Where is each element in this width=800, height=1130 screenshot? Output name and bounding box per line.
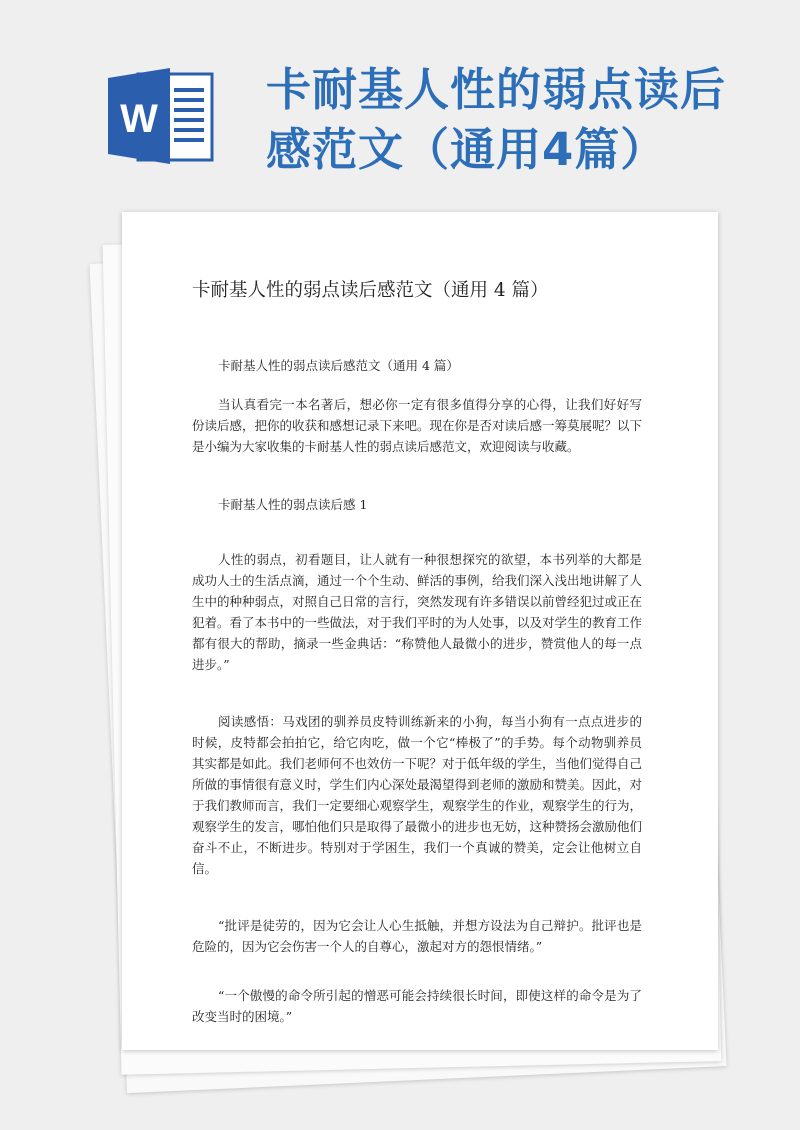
section-heading-1: 卡耐基人性的弱点读后感 1 bbox=[218, 497, 368, 512]
page-title bbox=[266, 60, 786, 180]
body-paragraph-2: 阅读感悟：马戏团的驯养员皮特训练新来的小狗，每当小狗有一点点进步的时候，皮特都会拍拍它，给它肉吃，做一个它“棒极了”的手势。每个动物驯养员其实都是如此。我们老师何不也效仿一下呢？对于低年级的学生，当他们觉得自己所做的事情很有意义时，学生们内心深处最渴望得到老师的激励和赞美。因此，对于我们教师而言，我们一定要细心观察学生，观察学生的作业，观察学生的行为，观察学生的发言，哪怕他们只是取得了最微小的进步也无妨，这种赞扬会激励他们奋斗不止，不断进步。特别对于学困生，我们一个真诚的赞美，定会让他树立自信。 bbox=[192, 714, 643, 876]
title-line-1: 卡耐基人性的弱点读后 bbox=[266, 63, 727, 116]
document-title: 卡耐基人性的弱点读后感范文（通用 4 篇） bbox=[192, 280, 549, 301]
quote-paragraph-2: “一个傲慢的命令所引起的憎恶可能会持续很长时间，即使这样的命令是为了改变当时的困境。” bbox=[192, 988, 642, 1024]
quote-paragraph-1: “批评是徒劳的，因为它会让人心生抵触，并想方设法为自己辩护。批评也是危险的，因为它会伤害一个人的自尊心，激起对方的怨恨情绪。” bbox=[192, 918, 642, 954]
document-subtitle: 卡耐基人性的弱点读后感范文（通用 4 篇） bbox=[218, 358, 459, 373]
body-paragraph-1: 人性的弱点，初看题目，让人就有一种很想探究的欲望，本书列举的大都是成功人士的生活点滴，通过一个个生动、鲜活的事例，给我们深入浅出地讲解了人生中的种种弱点，对照自己日常的言行，突然发现有许多错误以前曾经犯过或正在犯着。看了本书中的一些做法，对于我们平时的为人处事，以及对学生的教育工作都有很大的帮助，摘录一些金典话：“称赞他人最微小的进步，赞赏他人的每一点进步。” bbox=[192, 552, 643, 672]
word-icon-letter: W bbox=[120, 97, 158, 141]
header bbox=[0, 0, 800, 210]
intro-paragraph: 当认真看完一本名著后，想必你一定有很多值得分享的心得，让我们好好写份读后感，把你的收获和感想记录下来吧。现在你是否对读后感一筹莫展呢？以下是小编为大家收集的卡耐基人性的弱点读后感范文，欢迎阅读与收藏。 bbox=[192, 397, 643, 454]
document-page bbox=[122, 212, 718, 1050]
title-line-2: 感范文（通用4篇） bbox=[266, 123, 667, 176]
document-body bbox=[192, 278, 642, 1050]
word-document-icon bbox=[108, 68, 216, 164]
